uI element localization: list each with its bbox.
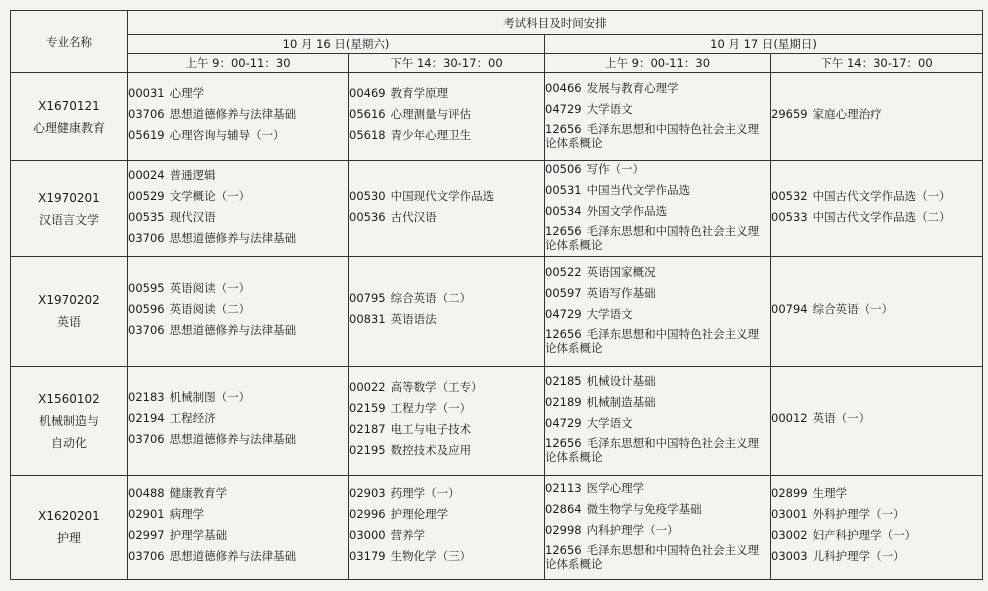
- exam-entry: [545, 122, 770, 150]
- course-code: 05619: [128, 128, 165, 143]
- exam-slot-cell: [545, 161, 771, 257]
- course-name: 心理学: [169, 86, 205, 101]
- course-code: 04729: [545, 101, 582, 116]
- course-code: 02113: [545, 480, 582, 495]
- major-row: [11, 366, 983, 475]
- course-code: 04729: [545, 306, 582, 321]
- course-name: 高等数学（工专）: [390, 379, 483, 394]
- course-code: 02901: [128, 507, 165, 522]
- major-cell: [11, 366, 128, 475]
- course-name: 心理咨询与辅导（一）: [169, 128, 285, 143]
- exam-entry: [349, 188, 544, 205]
- major-row: [11, 73, 983, 161]
- course-name: 微生物学与免疫学基础: [586, 501, 702, 516]
- major-code: X1670121: [38, 98, 100, 113]
- major-name: 汉语言文学: [38, 212, 99, 227]
- exam-slot-cell: [128, 73, 349, 161]
- course-name: 外国文学作品选: [586, 204, 668, 219]
- day-2-am-header: 上午 9：00-11：30: [545, 54, 771, 73]
- exam-entry: [349, 442, 544, 459]
- major-row: [11, 161, 983, 257]
- course-code: 29659: [771, 107, 808, 122]
- exam-slot-cell: [545, 475, 771, 579]
- course-code: 00795: [349, 291, 386, 306]
- course-code: 00466: [545, 80, 582, 95]
- course-name: 内科护理学（一）: [586, 522, 679, 537]
- course-name: 病理学: [169, 507, 205, 522]
- course-code: 03706: [128, 549, 165, 564]
- course-code: 05616: [349, 107, 386, 122]
- course-name: 营养学: [390, 528, 426, 543]
- exam-slot-cell: [349, 161, 545, 257]
- course-code: 03003: [771, 549, 808, 564]
- course-code: 03002: [771, 528, 808, 543]
- course-name: 文学概论（一）: [169, 188, 251, 203]
- major-code: X1560102: [38, 391, 100, 406]
- course-code: 00529: [128, 188, 165, 203]
- exam-entry: [545, 224, 770, 252]
- course-name: 英语国家概况: [586, 264, 656, 279]
- major-name: 心理健康教育: [32, 120, 105, 135]
- course-code: 02185: [545, 374, 582, 389]
- exam-entry: [771, 485, 982, 502]
- course-code: 02194: [128, 411, 165, 426]
- exam-slot-cell: [771, 73, 983, 161]
- major-name: 机械制造与自动化: [38, 413, 99, 450]
- exam-entry: [349, 527, 544, 544]
- course-name: 古代汉语: [390, 209, 437, 224]
- exam-entry: [545, 306, 770, 323]
- course-name: 大学语文: [586, 416, 633, 431]
- course-code: 03000: [349, 528, 386, 543]
- exam-entry: [545, 264, 770, 281]
- schedule-body: [11, 73, 983, 580]
- course-code: 03706: [128, 432, 165, 447]
- course-name: 现代汉语: [169, 209, 216, 224]
- exam-slot-cell: [349, 475, 545, 579]
- exam-entry: [349, 209, 544, 226]
- major-row: [11, 257, 983, 366]
- exam-entry: [128, 301, 348, 318]
- course-name: 写作（一）: [586, 162, 645, 177]
- course-code: 02159: [349, 400, 386, 415]
- exam-slot-cell: [545, 73, 771, 161]
- course-name: 英语阅读（二）: [169, 301, 251, 316]
- exam-entry: [349, 311, 544, 328]
- day-1-am-header: 上午 9：00-11：30: [128, 54, 349, 73]
- schedule-title: 考试科目及时间安排: [128, 11, 983, 35]
- exam-entry: [545, 285, 770, 302]
- course-code: 03001: [771, 507, 808, 522]
- exam-entry: [771, 410, 982, 427]
- day-2-pm-header: 下午 14：30-17：00: [771, 54, 983, 73]
- exam-slot-cell: [545, 366, 771, 475]
- course-code: 00022: [349, 379, 386, 394]
- course-code: 00469: [349, 86, 386, 101]
- course-code: 02187: [349, 421, 386, 436]
- major-cell: [11, 475, 128, 579]
- course-name: 综合英语（二）: [390, 291, 472, 306]
- course-code: 02899: [771, 486, 808, 501]
- exam-entry: [349, 485, 544, 502]
- major-row: [11, 475, 983, 579]
- exam-entry: [349, 421, 544, 438]
- exam-entry: [545, 436, 770, 464]
- course-name: 中国现代文学作品选: [390, 188, 495, 203]
- exam-entry: [128, 506, 348, 523]
- course-name: 思想道德修养与法律基础: [169, 322, 297, 337]
- course-name: 中国古代文学作品选（一）: [812, 188, 951, 203]
- exam-entry: [545, 543, 770, 571]
- course-name: 发展与教育心理学: [586, 80, 679, 95]
- course-name: 电工与电子技术: [390, 421, 472, 436]
- course-name: 毛泽东思想和中国特色社会主义理论体系概论: [545, 436, 760, 465]
- exam-entry: [349, 379, 544, 396]
- major-code: X1970201: [38, 190, 100, 205]
- exam-entry: [128, 230, 348, 247]
- course-name: 思想道德修养与法律基础: [169, 549, 297, 564]
- exam-entry: [771, 301, 982, 318]
- course-code: 12656: [545, 224, 582, 239]
- exam-entry: [545, 373, 770, 390]
- course-code: 02998: [545, 522, 582, 537]
- course-name: 医学心理学: [586, 480, 645, 495]
- course-name: 生理学: [812, 486, 848, 501]
- course-name: 护理学基础: [169, 528, 228, 543]
- major-name: 护理: [56, 531, 81, 546]
- exam-entry: [349, 548, 544, 565]
- exam-slot-cell: [771, 161, 983, 257]
- course-name: 健康教育学: [169, 486, 228, 501]
- exam-entry: [349, 106, 544, 123]
- exam-entry: [128, 322, 348, 339]
- exam-slot-cell: [349, 366, 545, 475]
- exam-slot-cell: [771, 366, 983, 475]
- course-code: 02997: [128, 528, 165, 543]
- course-code: 00534: [545, 204, 582, 219]
- course-name: 教育学原理: [390, 86, 449, 101]
- course-code: 00794: [771, 301, 808, 316]
- exam-entry: [128, 431, 348, 448]
- course-name: 工程力学（一）: [390, 400, 472, 415]
- course-name: 儿科护理学（一）: [812, 549, 905, 564]
- exam-entry: [128, 410, 348, 427]
- course-code: 00031: [128, 86, 165, 101]
- course-name: 机械设计基础: [586, 374, 656, 389]
- exam-entry: [128, 548, 348, 565]
- course-code: 12656: [545, 121, 582, 136]
- course-name: 思想道德修养与法律基础: [169, 432, 297, 447]
- major-cell: [11, 161, 128, 257]
- exam-entry: [349, 85, 544, 102]
- course-code: 00506: [545, 162, 582, 177]
- course-name: 英语（一）: [812, 411, 871, 426]
- exam-entry: [128, 209, 348, 226]
- course-code: 02864: [545, 501, 582, 516]
- exam-slot-cell: [128, 161, 349, 257]
- course-name: 数控技术及应用: [390, 442, 472, 457]
- exam-entry: [128, 485, 348, 502]
- course-name: 外科护理学（一）: [812, 507, 905, 522]
- exam-entry: [545, 203, 770, 220]
- course-code: 00488: [128, 486, 165, 501]
- course-name: 思想道德修养与法律基础: [169, 230, 297, 245]
- major-cell: [11, 73, 128, 161]
- course-code: 00595: [128, 280, 165, 295]
- major-cell: [11, 257, 128, 366]
- exam-slot-cell: [771, 475, 983, 579]
- course-name: 大学语文: [586, 101, 633, 116]
- course-code: 00012: [771, 411, 808, 426]
- exam-slot-cell: [545, 257, 771, 366]
- course-name: 英语阅读（一）: [169, 280, 251, 295]
- major-code: X1970202: [38, 293, 100, 308]
- course-code: 00535: [128, 209, 165, 224]
- exam-slot-cell: [771, 257, 983, 366]
- exam-entry: [771, 506, 982, 523]
- major-code: X1620201: [38, 509, 100, 524]
- exam-slot-cell: [128, 257, 349, 366]
- course-code: 00531: [545, 183, 582, 198]
- course-name: 青少年心理卫生: [390, 128, 472, 143]
- day-2-header: 10 月 17 日(星期日): [545, 35, 983, 54]
- exam-slot-cell: [349, 73, 545, 161]
- course-name: 机械制造基础: [586, 395, 656, 410]
- course-code: 04729: [545, 416, 582, 431]
- course-name: 药理学（一）: [390, 486, 460, 501]
- course-code: 02195: [349, 442, 386, 457]
- course-code: 03706: [128, 230, 165, 245]
- exam-entry: [771, 548, 982, 565]
- course-name: 机械制图（一）: [169, 390, 251, 405]
- exam-entry: [128, 188, 348, 205]
- course-code: 00596: [128, 301, 165, 316]
- course-name: 毛泽东思想和中国特色社会主义理论体系概论: [545, 326, 760, 355]
- course-name: 生物化学（三）: [390, 549, 472, 564]
- course-name: 大学语文: [586, 306, 633, 321]
- course-code: 05618: [349, 128, 386, 143]
- exam-entry: [128, 167, 348, 184]
- exam-entry: [545, 415, 770, 432]
- exam-slot-cell: [128, 366, 349, 475]
- exam-entry: [545, 480, 770, 497]
- course-name: 英语写作基础: [586, 285, 656, 300]
- course-name: 中国古代文学作品选（二）: [812, 209, 951, 224]
- exam-entry: [545, 501, 770, 518]
- course-name: 毛泽东思想和中国特色社会主义理论体系概论: [545, 224, 760, 253]
- exam-entry: [128, 280, 348, 297]
- exam-entry: [349, 290, 544, 307]
- course-code: 00831: [349, 312, 386, 327]
- course-name: 护理伦理学: [390, 507, 449, 522]
- exam-entry: [128, 527, 348, 544]
- major-name: 英语: [56, 315, 81, 330]
- day-1-pm-header: 下午 14：30-17：00: [349, 54, 545, 73]
- exam-entry: [545, 327, 770, 355]
- exam-entry: [349, 127, 544, 144]
- course-code: 12656: [545, 326, 582, 341]
- major-column-header: 专业名称: [11, 11, 128, 73]
- exam-slot-cell: [349, 257, 545, 366]
- course-name: 思想道德修养与法律基础: [169, 107, 297, 122]
- exam-entry: [545, 182, 770, 199]
- course-name: 毛泽东思想和中国特色社会主义理论体系概论: [545, 542, 760, 571]
- course-code: 03179: [349, 549, 386, 564]
- course-name: 英语语法: [390, 312, 437, 327]
- course-code: 00597: [545, 285, 582, 300]
- course-name: 毛泽东思想和中国特色社会主义理论体系概论: [545, 121, 760, 150]
- exam-entry: [128, 106, 348, 123]
- course-code: 03706: [128, 322, 165, 337]
- exam-entry: [771, 527, 982, 544]
- course-code: 02996: [349, 507, 386, 522]
- course-code: 00530: [349, 188, 386, 203]
- course-code: 02183: [128, 390, 165, 405]
- exam-entry: [349, 506, 544, 523]
- exam-entry: [771, 209, 982, 226]
- course-code: 12656: [545, 542, 582, 557]
- exam-entry: [349, 400, 544, 417]
- exam-entry: [545, 161, 770, 178]
- exam-entry: [545, 80, 770, 97]
- course-code: 00522: [545, 264, 582, 279]
- course-code: 02189: [545, 395, 582, 410]
- course-name: 普通逻辑: [169, 167, 216, 182]
- exam-entry: [771, 106, 982, 123]
- course-name: 综合英语（一）: [812, 301, 894, 316]
- exam-entry: [128, 85, 348, 102]
- course-code: 03706: [128, 107, 165, 122]
- course-code: 00536: [349, 209, 386, 224]
- course-name: 心理测量与评估: [390, 107, 472, 122]
- exam-schedule-table: [10, 10, 983, 580]
- course-code: 00533: [771, 209, 808, 224]
- course-code: 02903: [349, 486, 386, 501]
- exam-slot-cell: [128, 475, 349, 579]
- course-code: 00532: [771, 188, 808, 203]
- course-code: 12656: [545, 436, 582, 451]
- exam-entry: [128, 389, 348, 406]
- exam-entry: [128, 127, 348, 144]
- course-name: 妇产科护理学（一）: [812, 528, 917, 543]
- day-1-header: 10 月 16 日(星期六): [128, 35, 545, 54]
- course-name: 中国当代文学作品选: [586, 183, 691, 198]
- exam-entry: [545, 394, 770, 411]
- exam-entry: [545, 101, 770, 118]
- exam-entry: [545, 522, 770, 539]
- course-code: 00024: [128, 167, 165, 182]
- course-name: 工程经济: [169, 411, 216, 426]
- exam-entry: [771, 188, 982, 205]
- course-name: 家庭心理治疗: [812, 107, 882, 122]
